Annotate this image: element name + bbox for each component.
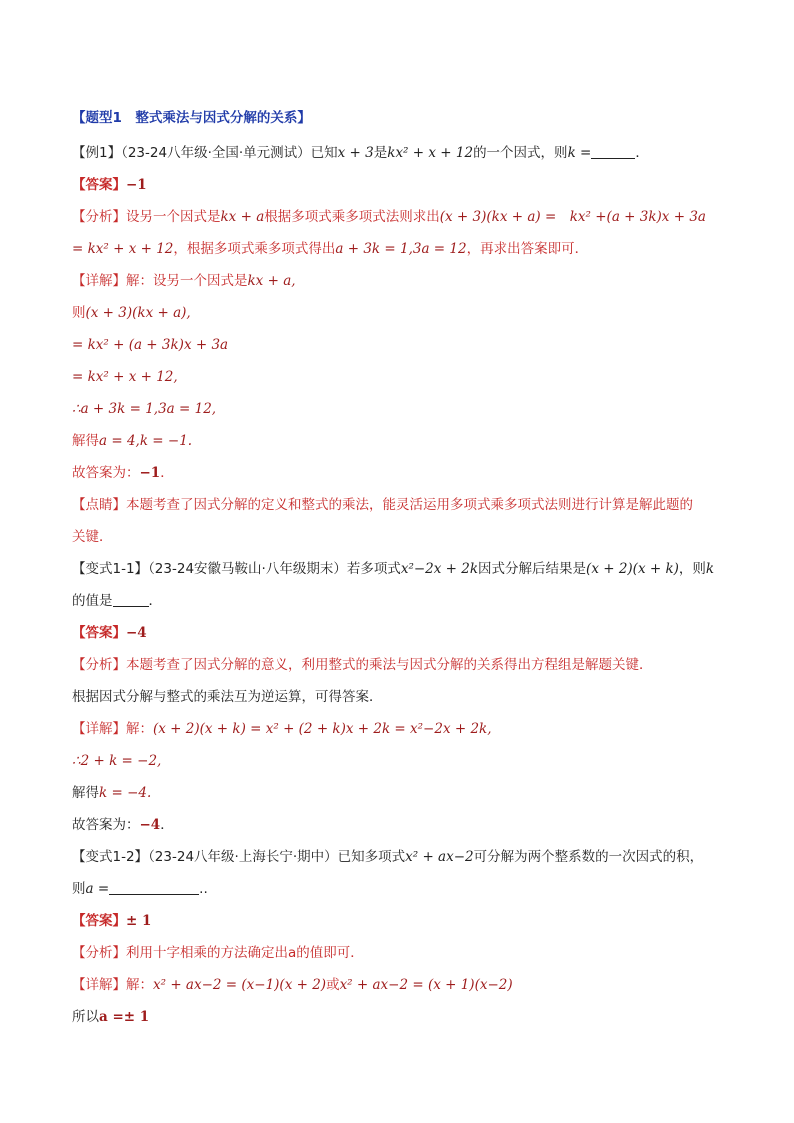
variant2-answer [72, 911, 734, 931]
answer-blank [113, 592, 149, 607]
variant1-step4: 故答案为：−4． [72, 817, 174, 833]
variant1-detail: 【详解】解：(x + 2)(x + k) = x² + (2 + k)x + 2k = x²−2x + 2k, [72, 721, 492, 737]
variant1-analysis-line1: 【分析】本题考查了因式分解的意义，利用整式的乘法与因式分解的关系得出方程组是解题关键． [72, 657, 653, 673]
example1-step3: = kx² + x + 12, [72, 369, 178, 385]
example1-step5: 解得a = 4,k = −1. [72, 433, 193, 449]
example1-analysis-line1: 【分析】设另一个因式是kx + a根据多项式乘多项式法则求出(x + 3)(kx + a) = kx² +(a + 3k)x + 3a [72, 209, 706, 225]
answer-label: 【答案】 [72, 625, 126, 641]
variant2-question-line1: 【变式1-2】（23-24八年级·上海长宁·期中）已知多项式x² + ax−2可分解为两个整系数的一次因式的积， [72, 849, 704, 865]
variant1-answer [72, 623, 734, 643]
example1-step4: ∴a + 3k = 1,3a = 12, [72, 401, 217, 417]
answer-blank [109, 880, 199, 895]
detail-label: 【详解】 [72, 721, 126, 737]
section-heading: 【题型1 整式乘法与因式分解的关系】 [72, 110, 311, 126]
variant1-question-line1: 【变式1-1】（23-24安徽马鞍山·八年级期末）若多项式x²−2x + 2k因式分解后结果是(x + 2)(x + k)，则k [72, 561, 715, 577]
answer-value: ± 1 [126, 913, 152, 929]
variant1-step2: ∴2 + k = −2, [72, 753, 162, 769]
variant1-label: 【变式1-1】 [72, 561, 149, 577]
example1-answer [72, 175, 734, 195]
example1-step6: 故答案为：−1． [72, 465, 174, 481]
comment-label: 【点睛】 [72, 497, 126, 513]
variant2-source: （23-24八年级·上海长宁·期中） [148, 849, 338, 865]
variant2-step2: 所以a =± 1 [72, 1009, 150, 1025]
example1-step2: = kx² + (a + 3k)x + 3a [72, 337, 229, 353]
detail-label: 【详解】 [72, 273, 126, 289]
example1-source: （23-24八年级·全国·单元测试） [121, 145, 311, 161]
answer-blank [591, 144, 635, 159]
analysis-label: 【分析】 [72, 657, 126, 673]
example1-comment-line1: 【点睛】本题考查了因式分解的定义和整式的乘法，能灵活运用多项式乘多项式法则进行计算是解此题的 [72, 497, 693, 513]
variant1-source: （23-24安徽马鞍山·八年级期末） [148, 561, 347, 577]
answer-value: −1 [126, 177, 147, 193]
analysis-label: 【分析】 [72, 945, 126, 961]
answer-label: 【答案】 [72, 913, 126, 929]
example1-detail: 【详解】解：设另一个因式是kx + a, [72, 273, 296, 289]
example1-label: 【例1】 [72, 145, 122, 161]
answer-value: −4 [126, 625, 147, 641]
example1-question: 【例1】（23-24八年级·全国·单元测试）已知x + 3是kx² + x + 12的一个因式，则k = ． [72, 145, 649, 161]
analysis-label: 【分析】 [72, 209, 126, 225]
example1-analysis-line2: = kx² + x + 12，根据多项式乘多项式得出a + 3k = 1,3a = 12，再求出答案即可． [72, 241, 589, 257]
detail-label: 【详解】 [72, 977, 126, 993]
example1-step1: 则(x + 3)(kx + a), [72, 305, 191, 321]
answer-label: 【答案】 [72, 177, 126, 193]
example1-comment-line2: 关键． [72, 529, 113, 545]
variant2-detail: 【详解】解：x² + ax−2 = (x−1)(x + 2)或x² + ax−2 = (x + 1)(x−2) [72, 977, 513, 993]
variant1-step3: 解得k = −4. [72, 785, 152, 801]
variant1-analysis-line2: 根据因式分解与整式的乘法互为逆运算，可得答案． [72, 689, 383, 705]
variant2-analysis: 【分析】利用十字相乘的方法确定出a的值即可． [72, 945, 364, 961]
variant1-question-line2: 的值是 ． [72, 593, 162, 609]
variant2-question-line2: 则a = .. [72, 881, 208, 897]
variant2-label: 【变式1-2】 [72, 849, 149, 865]
